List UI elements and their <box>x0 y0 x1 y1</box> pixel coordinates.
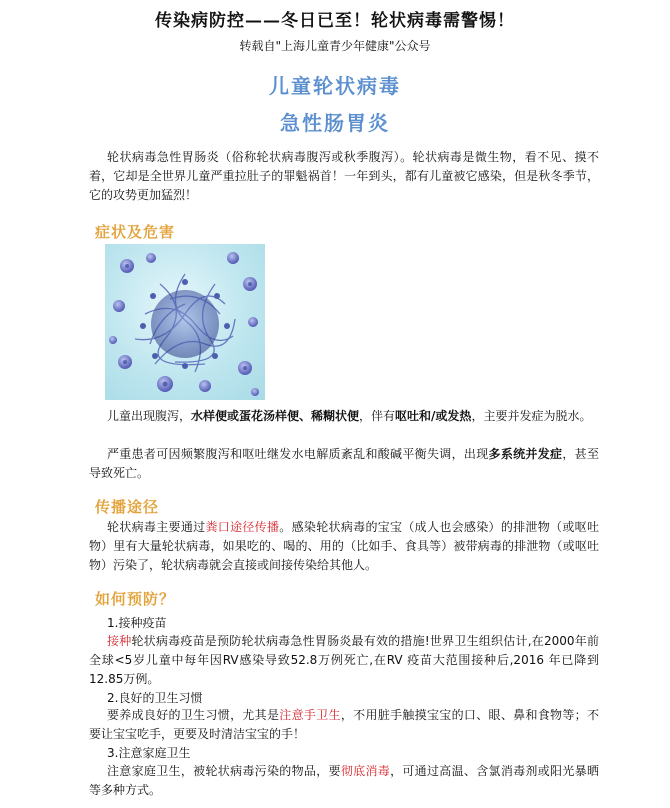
prevention-item-3-text <box>89 762 599 800</box>
prevention-text: 要养成良好的卫生习惯，尤其是 <box>107 708 280 722</box>
rotavirus-icon <box>105 244 265 400</box>
prevention-item-2-title: 2.良好的卫生习惯 <box>107 691 203 705</box>
transmission-paragraph <box>89 518 599 575</box>
symptoms-text: ，主要并发症为脱水。 <box>471 409 592 423</box>
prevention-item-3-title: 3.注意家庭卫生 <box>107 746 191 760</box>
prevention-item-1-text <box>89 632 599 689</box>
symptoms-emphasis: 呕吐和/或发热 <box>395 409 472 423</box>
main-heading-1: 儿童轮状病毒 <box>269 74 401 98</box>
symptoms-text: ，伴有 <box>359 409 396 423</box>
prevention-text: ，可通过高温、含氯消毒剂或阳光暴晒等多种方式。 <box>89 764 599 797</box>
prevention-text: ，不用脏手触摸宝宝的口、眼、鼻和食物等；不要让宝宝吃手，更要及时清洁宝宝的手！ <box>89 708 599 741</box>
prevention-item-1-title: 1.接种疫苗 <box>107 616 167 630</box>
prevention-item-2-text <box>89 706 599 744</box>
prevention-emphasis: 注意手卫生 <box>279 708 341 722</box>
transmission-emphasis: 粪口途径传播 <box>205 520 280 534</box>
prevention-text: 注意家庭卫生，被轮状病毒污染的物品，要 <box>107 764 341 778</box>
symptoms-paragraph-1 <box>89 407 599 426</box>
intro-paragraph: 轮状病毒急性胃肠炎（俗称轮状病毒腹泻或秋季腹泻）。轮状病毒是微生物，看不见、摸不着，它却是全世界儿童严重拉肚子的罪魁祸首！一年到头，都有儿童被它感染，但是秋冬季节，它的攻势更加猛烈！ <box>89 150 599 202</box>
prevention-text: 轮状病毒疫苗是预防轮状病毒急性胃肠炎最有效的措施!世界卫生组织估计,在2000年前全球<5岁儿童中每年因RV感染导致52.8万例死亡,在RV 疫苗大范围接种后,2016 年已降到12.85万例。 <box>89 634 599 686</box>
section-title-prevention: 如何预防？ <box>95 590 176 608</box>
prevention-emphasis: 接种 <box>107 634 132 648</box>
transmission-text: 轮状病毒主要通过 <box>107 520 206 534</box>
section-title-symptoms: 症状及危害 <box>95 223 176 241</box>
article-source: 转载自"上海儿童青少年健康"公众号 <box>239 39 431 53</box>
symptoms-paragraph-2 <box>89 445 599 483</box>
main-heading-2: 急性肠胃炎 <box>280 111 390 135</box>
symptoms-text: 儿童出现腹泻， <box>107 409 192 423</box>
symptoms-text: ，甚至导致死亡。 <box>89 447 599 480</box>
symptoms-emphasis: 多系统并发症 <box>488 447 563 461</box>
article-title: 传染病防控——冬日已至！轮状病毒需警惕！ <box>155 11 515 31</box>
rotavirus-illustration <box>105 244 265 400</box>
prevention-emphasis: 彻底消毒 <box>340 764 391 778</box>
symptoms-emphasis: 水样便或蛋花汤样便、稀糊状便 <box>191 409 360 423</box>
transmission-text: 。感染轮状病毒的宝宝（成人也会感染）的排泄物（或呕吐物）里有大量轮状病毒，如果吃的、喝的、用的（比如手、食具等）被带病毒的排泄物（或呕吐物）污染了，轮状病毒就会直接或间接传染给其他人。 <box>89 520 599 572</box>
symptoms-text: 严重患者可因频繁腹泻和呕吐继发水电解质紊乱和酸碱平衡失调，出现 <box>107 447 489 461</box>
section-title-transmission: 传播途径 <box>95 498 160 516</box>
